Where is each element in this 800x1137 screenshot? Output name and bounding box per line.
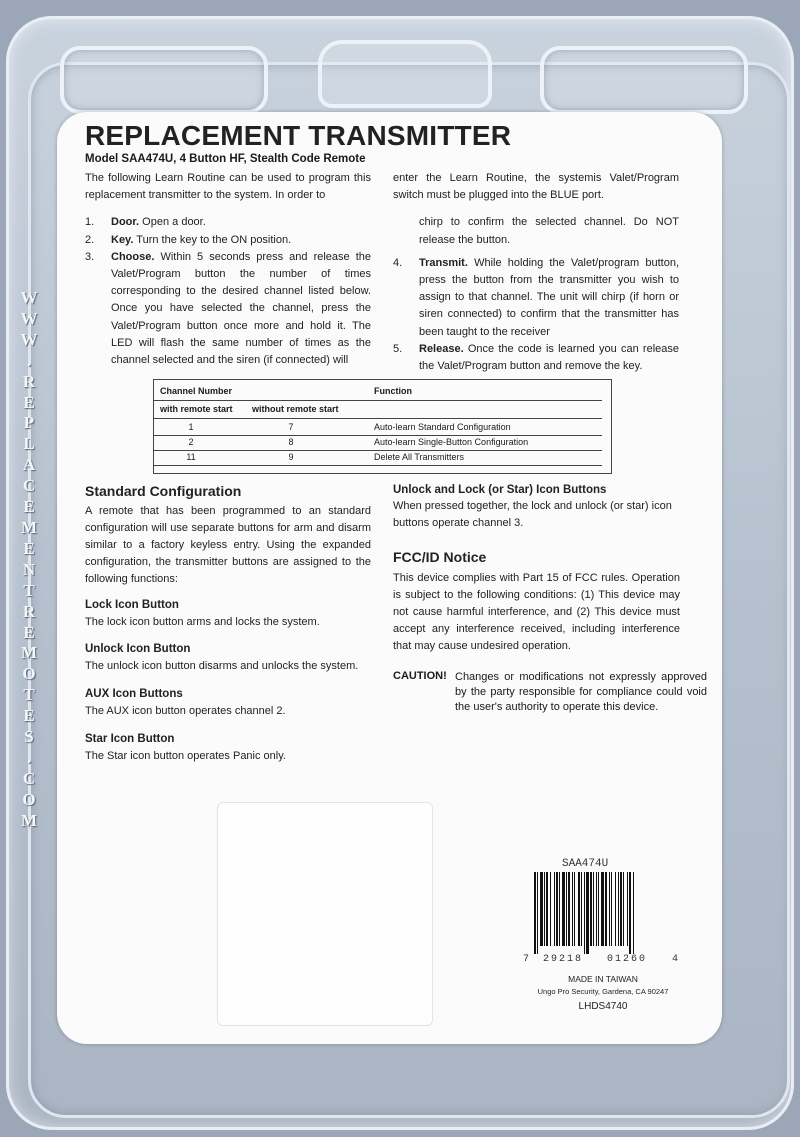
barcode-bar	[633, 872, 634, 954]
step-label: Release.	[419, 342, 464, 355]
barcode-bar	[611, 872, 612, 946]
blank-sticker	[217, 802, 433, 1026]
barcode-bar	[546, 872, 548, 946]
barcode-bar	[609, 872, 610, 946]
upc-barcode	[532, 872, 668, 954]
made-in: MADE IN TAIWAN	[568, 974, 638, 984]
step-label: Transmit.	[419, 256, 468, 269]
watermark-letter: .	[26, 350, 32, 370]
watermark-letter: A	[22, 455, 36, 475]
part-number: LHDS4740	[578, 1001, 628, 1012]
step-number: 5.	[393, 342, 403, 355]
barcode-bar	[581, 872, 582, 946]
step-number: 2.	[85, 233, 95, 246]
watermark-letter: T	[23, 685, 35, 705]
barcode-bar	[593, 872, 594, 946]
intro-text: The following Learn Routine can be used to program this replacement transmitter to the system. In order to	[85, 172, 371, 202]
watermark-letter: .	[26, 747, 32, 767]
icon-button-text: The AUX icon button operates channel 2.	[85, 705, 286, 717]
table-divider	[154, 418, 602, 419]
watermark-letter: W	[20, 288, 38, 307]
step-number: 1.	[85, 216, 95, 229]
barcode-digit-right: 4	[672, 954, 679, 965]
barcode-bar	[554, 872, 555, 946]
steps-list-left	[85, 214, 371, 369]
watermark-letter: E	[23, 622, 35, 642]
barcode-bar	[627, 872, 628, 946]
learn-routine-left	[85, 170, 371, 369]
icon-button-text: The lock icon button arms and locks the system.	[85, 616, 320, 628]
barcode-bar	[605, 872, 607, 946]
watermark-letter: R	[22, 601, 36, 621]
step3-continued: chirp to confirm the selected channel. Do NOT release the button.	[419, 216, 679, 246]
barcode-bar	[537, 872, 538, 954]
barcode-bar	[534, 872, 536, 954]
blister-ridge-left	[60, 46, 268, 114]
step-body	[111, 214, 371, 231]
page-title: REPLACEMENT TRANSMITTER	[85, 120, 512, 151]
barcode-digits-right: 01260	[607, 954, 648, 965]
table-cell-function: Auto-learn Standard Configuration	[374, 422, 511, 432]
table-cell-with: 11	[186, 452, 196, 462]
barcode-bar	[596, 872, 597, 946]
icon-button-heading: Lock Icon Button	[85, 599, 179, 611]
intro-continued: enter the Learn Routine, the systemis Valet/Program switch must be plugged into the BLUE port.	[393, 172, 679, 202]
watermark-letter: O	[22, 789, 36, 809]
barcode-model: SAA474U	[562, 858, 609, 870]
barcode-bar	[574, 872, 575, 946]
caution-label: CAUTION!	[393, 670, 447, 682]
watermark-letter: P	[23, 413, 35, 433]
channel-table	[153, 379, 612, 474]
barcode-bar	[586, 872, 589, 954]
barcode-bar	[620, 872, 622, 946]
step-text: Once the code is learned you can release the Valet/Program button and remove the key.	[419, 342, 679, 373]
watermark-letter: E	[23, 497, 35, 517]
barcode-bar	[598, 872, 599, 946]
watermark-letter: W	[20, 329, 38, 349]
step-item	[85, 232, 371, 249]
website-watermark	[14, 288, 44, 832]
table-cell-without: 7	[288, 422, 294, 432]
step-item	[85, 249, 371, 369]
icon-button-text: The unlock icon button disarms and unlocks the system.	[85, 660, 359, 672]
hang-tab	[318, 40, 492, 108]
watermark-letter: M	[20, 810, 38, 830]
fcc-heading: FCC/ID Notice	[393, 549, 487, 565]
icon-button-heading: Star Icon Button	[85, 733, 175, 745]
manufacturer-info	[525, 974, 681, 1012]
barcode-bar	[584, 872, 585, 954]
unlock-lock-heading: Unlock and Lock (or Star) Icon Buttons	[393, 484, 607, 496]
barcode-bar	[568, 872, 570, 946]
icon-button-heading: Unlock Icon Button	[85, 643, 191, 655]
barcode-bar	[566, 872, 567, 946]
barcode-bar	[578, 872, 580, 946]
table-row-divider	[154, 450, 602, 451]
step-text: Turn the key to the ON position.	[133, 233, 292, 246]
step-body	[111, 232, 371, 249]
table-cell-with: 2	[188, 437, 194, 447]
watermark-letter: E	[23, 706, 35, 726]
company-address: Ungo Pro Security, Gardena, CA 90247	[537, 987, 669, 996]
icon-button-text: The Star icon button operates Panic only.	[85, 750, 286, 762]
table-cell-without: 9	[288, 452, 294, 462]
barcode-digits-left: 29218	[543, 954, 584, 965]
step-body	[419, 341, 679, 375]
step-number: 3.	[85, 250, 95, 263]
learn-routine-right	[393, 170, 679, 375]
table-header-channel: Channel Number	[160, 386, 233, 396]
step-body	[419, 255, 679, 341]
barcode-digit-left: 7	[523, 954, 530, 965]
instruction-card	[57, 112, 722, 1044]
step-item	[85, 214, 371, 231]
table-row-divider	[154, 435, 602, 436]
table-divider	[154, 400, 602, 401]
step-text: While holding the Valet/program button, press the button from the transmitter you wish to assign to that channel. The unit will chirp (if horn or siren connected) to confirm that the transmitter has been taught to the receiver	[419, 256, 679, 338]
watermark-letter: O	[22, 664, 36, 684]
table-cell-without: 8	[288, 437, 294, 447]
barcode-bar	[556, 872, 558, 946]
barcode-bar	[550, 872, 551, 946]
barcode-bar	[572, 872, 573, 946]
table-sub-without: without remote start	[252, 404, 339, 414]
watermark-letter: C	[22, 768, 36, 788]
table-header-function: Function	[374, 386, 412, 396]
step-label: Door.	[111, 216, 140, 229]
barcode-bar	[544, 872, 545, 946]
standard-config-heading: Standard Configuration	[85, 483, 242, 499]
steps-list-right	[393, 255, 679, 375]
barcode-bar	[623, 872, 624, 946]
step-text: Open a door.	[139, 216, 206, 229]
barcode-bar	[562, 872, 565, 946]
model-subtitle: Model SAA474U, 4 Button HF, Stealth Code Remote	[85, 153, 366, 165]
barcode-bar	[629, 872, 631, 954]
table-cell-function: Auto-learn Single-Button Configuration	[374, 437, 529, 447]
barcode-bar	[618, 872, 619, 946]
table-cell-with: 1	[188, 422, 194, 432]
barcode-bar	[559, 872, 560, 946]
fcc-text: This device complies with Part 15 of FCC rules. Operation is subject to the following conditions: (1) This device may not cause harmful interference, and (2) This device must accept any interference received, including interference that may cause undesired operation.	[393, 572, 680, 652]
step-item	[393, 255, 679, 341]
watermark-letter: M	[20, 517, 38, 537]
icon-button-heading: AUX Icon Buttons	[85, 688, 183, 700]
table-row-divider	[154, 465, 602, 466]
step-text: Within 5 seconds press and release the Valet/Program button the number of times corresponding to the desired channel listed below. Once you have selected the channel, press the Valet/Program button once more and hold it. The LED will flash the same number of times as the channel selected and the siren (if connected) will	[111, 250, 371, 367]
watermark-letter: T	[23, 580, 35, 600]
watermark-letter: C	[22, 476, 36, 496]
blister-ridge-right	[540, 46, 748, 114]
barcode-bar	[601, 872, 604, 946]
step-body	[111, 249, 371, 369]
table-sub-with: with remote start	[160, 404, 233, 414]
barcode-bar	[540, 872, 543, 946]
standard-config-text: A remote that has been programmed to an standard configuration will use separate buttons for arm and disarm similar to a factory keyless entry. Using the expanded configuration, the transmitter buttons are assigned to the following functions:	[85, 505, 371, 585]
barcode-bar	[590, 872, 592, 946]
watermark-letter: M	[20, 643, 38, 663]
step-label: Choose.	[111, 250, 155, 263]
watermark-letter: E	[23, 538, 35, 558]
watermark-letter: L	[23, 434, 35, 454]
step-label: Key.	[111, 233, 134, 246]
barcode-bar	[615, 872, 616, 946]
watermark-letter: R	[22, 371, 36, 391]
watermark-letter: N	[22, 559, 36, 579]
step-number: 4.	[393, 256, 403, 269]
table-cell-function: Delete All Transmitters	[374, 452, 465, 462]
watermark-letter: E	[23, 392, 35, 412]
watermark-letter: S	[24, 727, 34, 747]
unlock-lock-text: When pressed together, the lock and unlock (or star) icon buttons operate channel 3.	[393, 500, 672, 529]
caution-text: Changes or modifications not expressly approved by the party responsible for compliance could void the user's authority to operate this device.	[455, 671, 707, 713]
step-item	[393, 341, 679, 375]
watermark-letter: W	[20, 308, 38, 328]
